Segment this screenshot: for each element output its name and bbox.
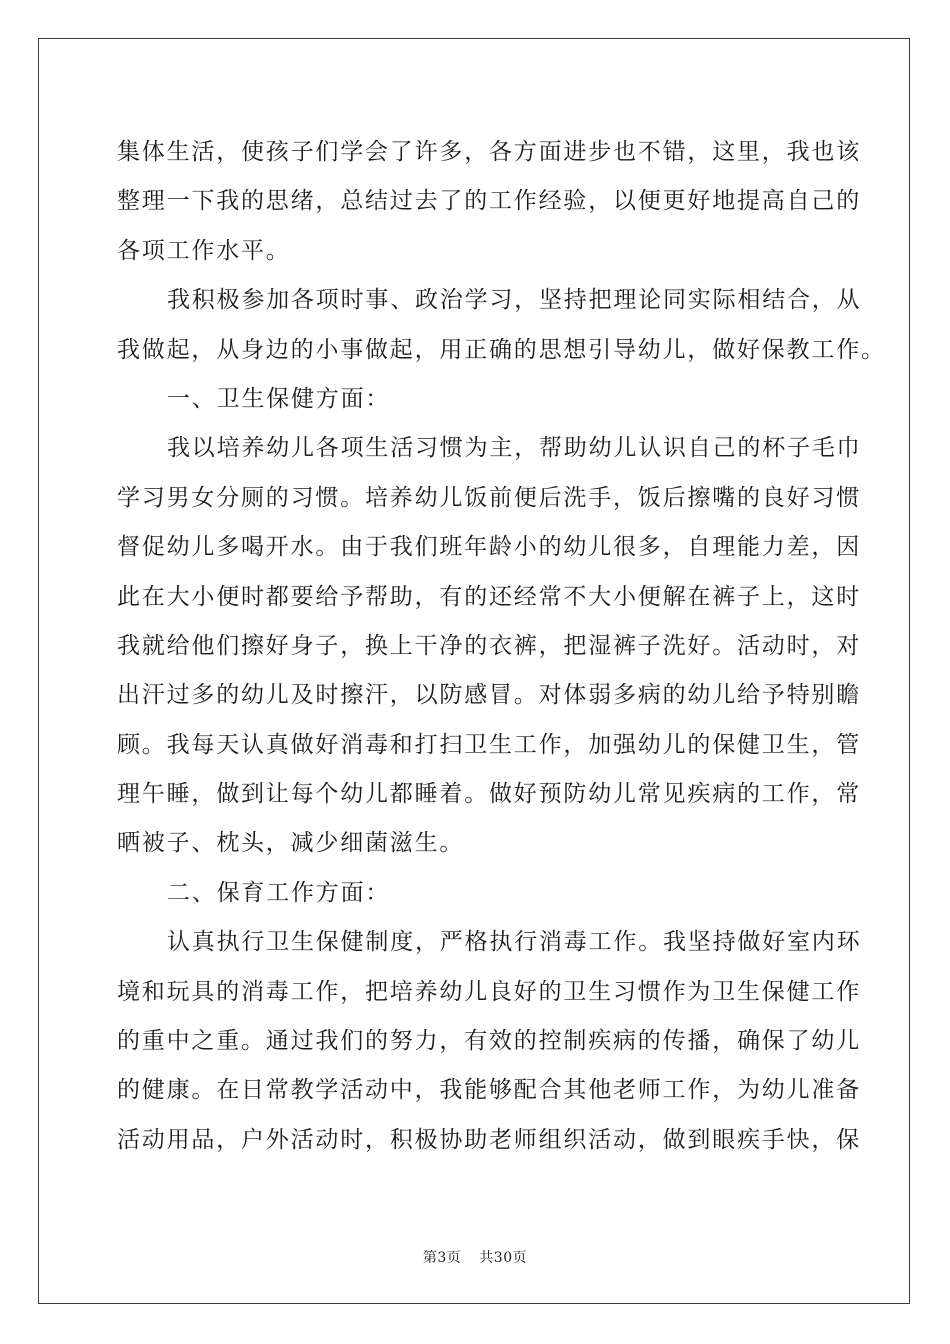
page-number: 第3页 — [422, 1250, 462, 1266]
text-line: 学习男女分厕的习惯。培养幼儿饭前便后洗手，饭后擦嘴的良好习惯 — [117, 484, 861, 511]
text-line: 出汗过多的幼儿及时擦汗，以防感冒。对体弱多病的幼儿给予特别瞻 — [117, 682, 861, 709]
text-line: 督促幼儿多喝开水。由于我们班年龄小的幼儿很多，自理能力差，因 — [117, 534, 861, 561]
text-line: 此在大小便时都要给予帮助，有的还经常不大小便解在裤子上，这时 — [117, 583, 861, 610]
text-line: 我就给他们擦好身子，换上干净的衣裤，把湿裤子洗好。活动时，对 — [117, 632, 861, 659]
text-line: 各项工作水平。 — [117, 237, 291, 264]
document-body — [117, 128, 886, 1165]
text-line: 晒被子、枕头，减少细菌滋生。 — [117, 830, 465, 857]
text-line: 一、卫生保健方面： — [167, 385, 391, 412]
text-line: 顾。我每天认真做好消毒和打扫卫生工作，加强幼儿的保健卫生，管 — [117, 731, 861, 758]
text-line: 的健康。在日常教学活动中，我能够配合其他老师工作，为幼儿准备 — [117, 1077, 861, 1104]
text-line: 活动用品，户外活动时，积极协助老师组织活动，做到眼疾手快，保 — [117, 1126, 861, 1153]
text-line: 我以培养幼儿各项生活习惯为主，帮助幼儿认识自己的杯子毛巾 — [167, 435, 862, 462]
text-line: 的重中之重。通过我们的努力，有效的控制疾病的传播，确保了幼儿 — [117, 1028, 861, 1055]
text-line: 我做起，从身边的小事做起，用正确的思想引导幼儿，做好保教工作。 — [117, 336, 886, 363]
text-line: 我积极参加各项时事、政治学习，坚持把理论同实际相结合，从 — [167, 287, 862, 314]
page-total: 共30页 — [479, 1250, 528, 1266]
text-line: 理午睡，做到让每个幼儿都睡着。做好预防幼儿常见疾病的工作，常 — [117, 781, 861, 808]
text-line: 认真执行卫生保健制度，严格执行消毒工作。我坚持做好室内环 — [167, 929, 862, 956]
text-line: 整理一下我的思绪，总结过去了的工作经验，以便更好地提高自己的 — [117, 188, 861, 215]
text-line: 集体生活，使孩子们学会了许多，各方面进步也不错，这里，我也该 — [117, 139, 861, 165]
text-line: 二、保育工作方面： — [167, 879, 391, 906]
text-line: 境和玩具的消毒工作，把培养幼儿良好的卫生习惯作为卫生保健工作 — [117, 978, 861, 1005]
page-footer — [0, 1247, 950, 1267]
